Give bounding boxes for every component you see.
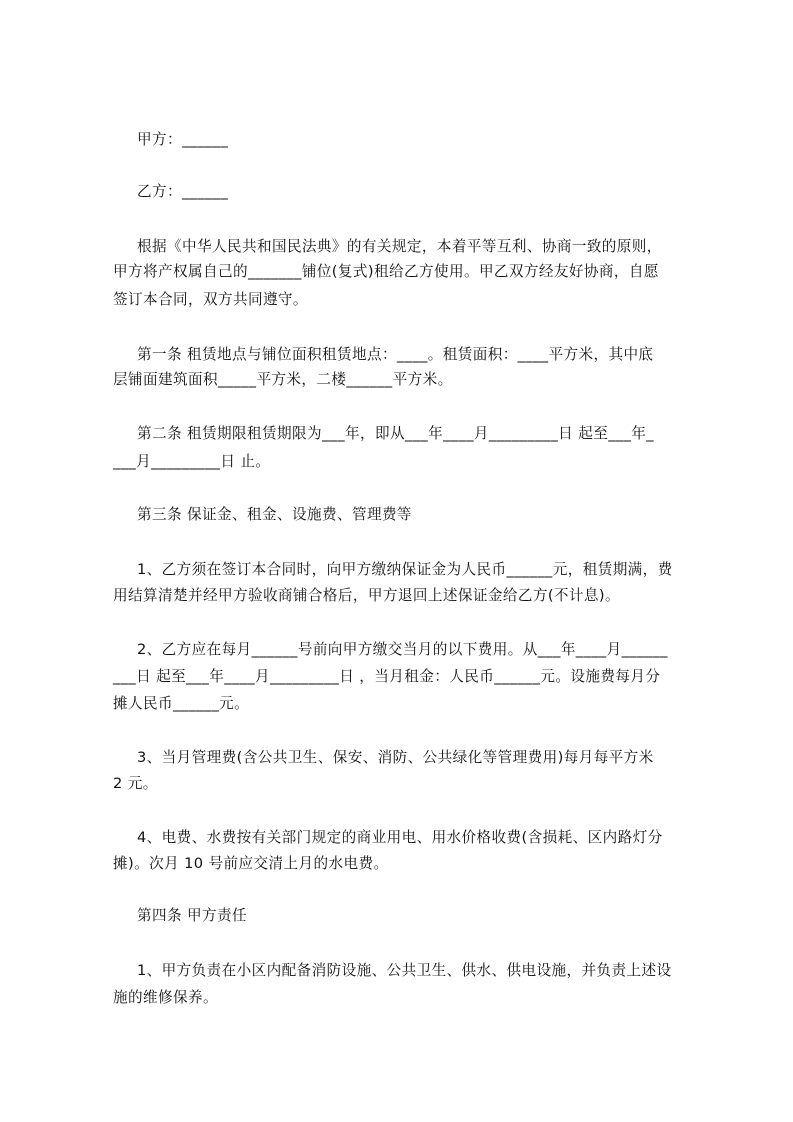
text-line: 用结算清楚并经甲方验收商铺合格后，甲方退回上述保证金给乙方(不计息)。 — [113, 587, 620, 604]
text-line: 摊)。次月 10 号前应交清上月的水电费。 — [113, 855, 389, 872]
text-line: 乙方：______ — [137, 183, 229, 200]
text-line: 4、电费、水费按有关部门规定的商业用电、用水价格收费(含损耗、区内路灯分 — [137, 829, 663, 846]
text-line: 层铺面建筑面积_____平方米，二楼______平方米。 — [113, 371, 453, 388]
text-line: 签订本合同，双方共同遵守。 — [113, 291, 308, 308]
text-line: ___日 起至___年____月_________日 ，当月租金：人民币______元。设施费每月分 — [113, 668, 661, 685]
text-line: 甲方将产权属自己的_______铺位(复式)租给乙方使用。甲乙双方经友好协商，自愿 — [113, 263, 659, 280]
text-line: 第一条 租赁地点与铺位面积租赁地点：____。租赁面积：____平方米，其中底 — [137, 346, 654, 363]
text-line: 甲方：______ — [137, 131, 229, 148]
text-line: 根据《中华人民共和国民法典》的有关规定，本着平等互利、协商一致的原则， — [137, 238, 662, 255]
text-line: 1、甲方负责在小区内配备消防设施、公共卫生、供水、供电设施，并负责上述设 — [137, 962, 672, 979]
text-line: 第二条 租赁期限租赁期限为___年，即从___年____月_________日 起至___年_ — [137, 425, 654, 442]
text-line: ___月_________日 止。 — [113, 453, 271, 470]
text-line: 施的维修保养。 — [113, 989, 218, 1006]
text-line: 第四条 甲方责任 — [137, 907, 247, 924]
text-line: 1、乙方须在签订本合同时，向甲方缴纳保证金为人民币______元，租赁期满，费 — [137, 561, 673, 578]
text-line: 2 元。 — [113, 775, 158, 792]
text-line: 摊人民币______元。 — [113, 695, 250, 712]
text-line: 3、当月管理费(含公共卫生、保安、消防、公共绿化等管理费用)每月每平方米 — [137, 749, 654, 766]
text-line: 第三条 保证金、租金、设施费、管理费等 — [137, 506, 412, 523]
text-line: 2、乙方应在每月______号前向甲方缴交当月的以下费用。从___年____月______ — [137, 641, 668, 658]
